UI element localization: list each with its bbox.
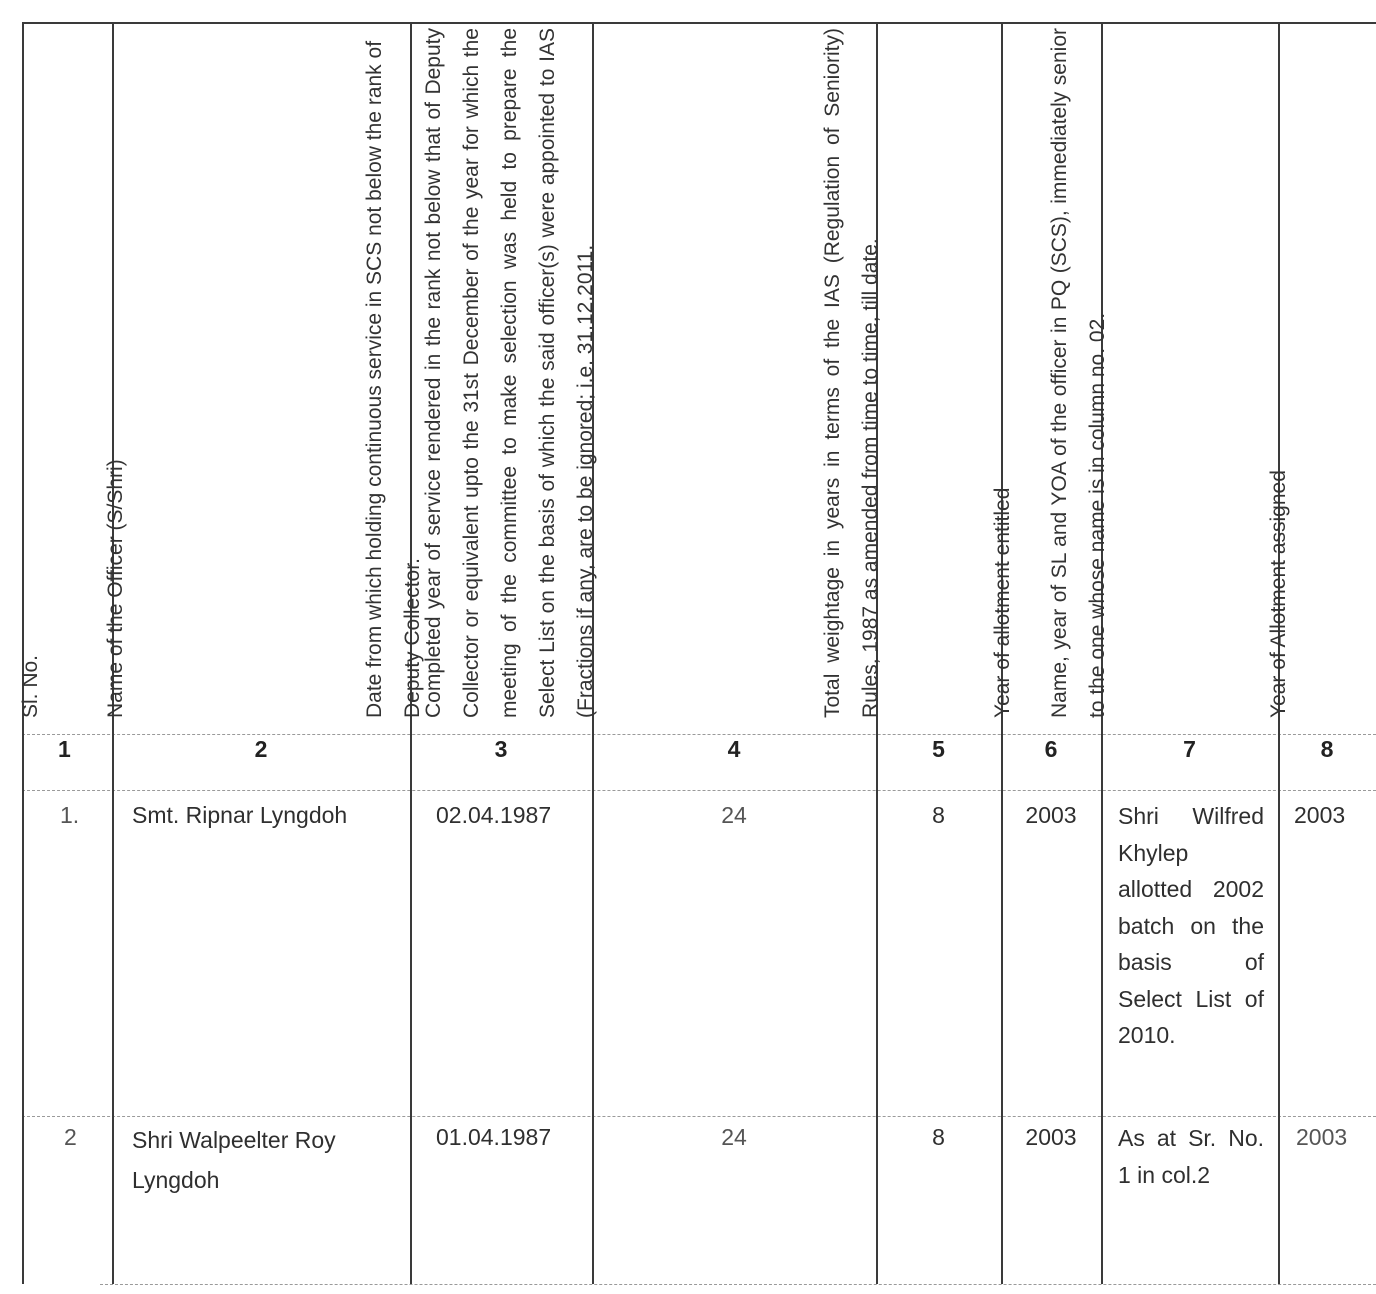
column-number: 2: [254, 736, 268, 762]
number-row-divider: [22, 790, 1376, 791]
column-number: 6: [1044, 736, 1058, 762]
cell-year-assigned: 2003: [1294, 802, 1346, 828]
cell-service-date: 02.04.1987: [436, 802, 552, 828]
column-number: 5: [932, 736, 945, 762]
cell-year-assigned: 2003: [1296, 1124, 1348, 1150]
cell-officer-name: Smt. Ripnar Lyngdoh: [132, 802, 348, 828]
header-label: Year of allotment entitled: [991, 487, 1014, 718]
column-number: 1: [58, 736, 71, 762]
cell-completed-years: 24: [721, 802, 747, 828]
cell-year-entitled: 2003: [1025, 802, 1077, 828]
cell-senior-officer: As at Sr. No. 1 in col.2: [1118, 1125, 1264, 1188]
header-divider: [22, 734, 1376, 735]
row-divider: [22, 1116, 1376, 1117]
header-label: Date from which holding continuous service in SCS not below the rank of Deputy Collector.: [363, 40, 424, 718]
cell-service-date: 01.04.1987: [436, 1124, 552, 1150]
cell-officer-name: Shri Walpeelter Roy Lyngdoh: [132, 1127, 336, 1193]
cell-completed-years: 24: [721, 1124, 747, 1150]
cell-weightage: 8: [932, 1124, 945, 1150]
header-label: Name, year of SL and YOA of the officer in PQ (SCS), immediately senior to the one whose name is in column no. 02.: [1048, 28, 1109, 718]
column-number: 7: [1183, 736, 1196, 762]
column-number: 4: [727, 736, 741, 762]
cell-weightage: 8: [932, 802, 945, 828]
cell-sl-no: 2: [64, 1124, 77, 1150]
header-label: Sl. No.: [19, 654, 42, 718]
column-number: 3: [494, 736, 508, 762]
column-number: 8: [1320, 736, 1334, 762]
cell-senior-officer: Shri Wilfred Khylep allotted 2002 batch on the basis of Select List of 2010.: [1118, 803, 1264, 1048]
cell-year-entitled: 2003: [1025, 1124, 1077, 1150]
table-bottom-rule: [100, 1284, 1376, 1285]
header-label: Name of the Officer (S/Shri): [104, 459, 127, 718]
table-top-border: [22, 22, 1376, 24]
header-label: Total weightage in years in terms of the IAS (Regulation of Seniority) Rules, 1987 as amended from time to time, till date.: [821, 28, 882, 718]
header-label: Completed year of service rendered in the rank not below that of Deputy Collector or equivalent upto the 31st December of the year for which the meeting of the committee to make selection was held to prepare the Select List on the basis of which the said officer(s) were appointed to IAS (Fractions if any, are to be ignored; i.e. 31.12.2011.: [422, 28, 597, 718]
cell-sl-no: 1.: [60, 802, 80, 828]
header-label: Year of Allotment assigned: [1267, 470, 1290, 718]
